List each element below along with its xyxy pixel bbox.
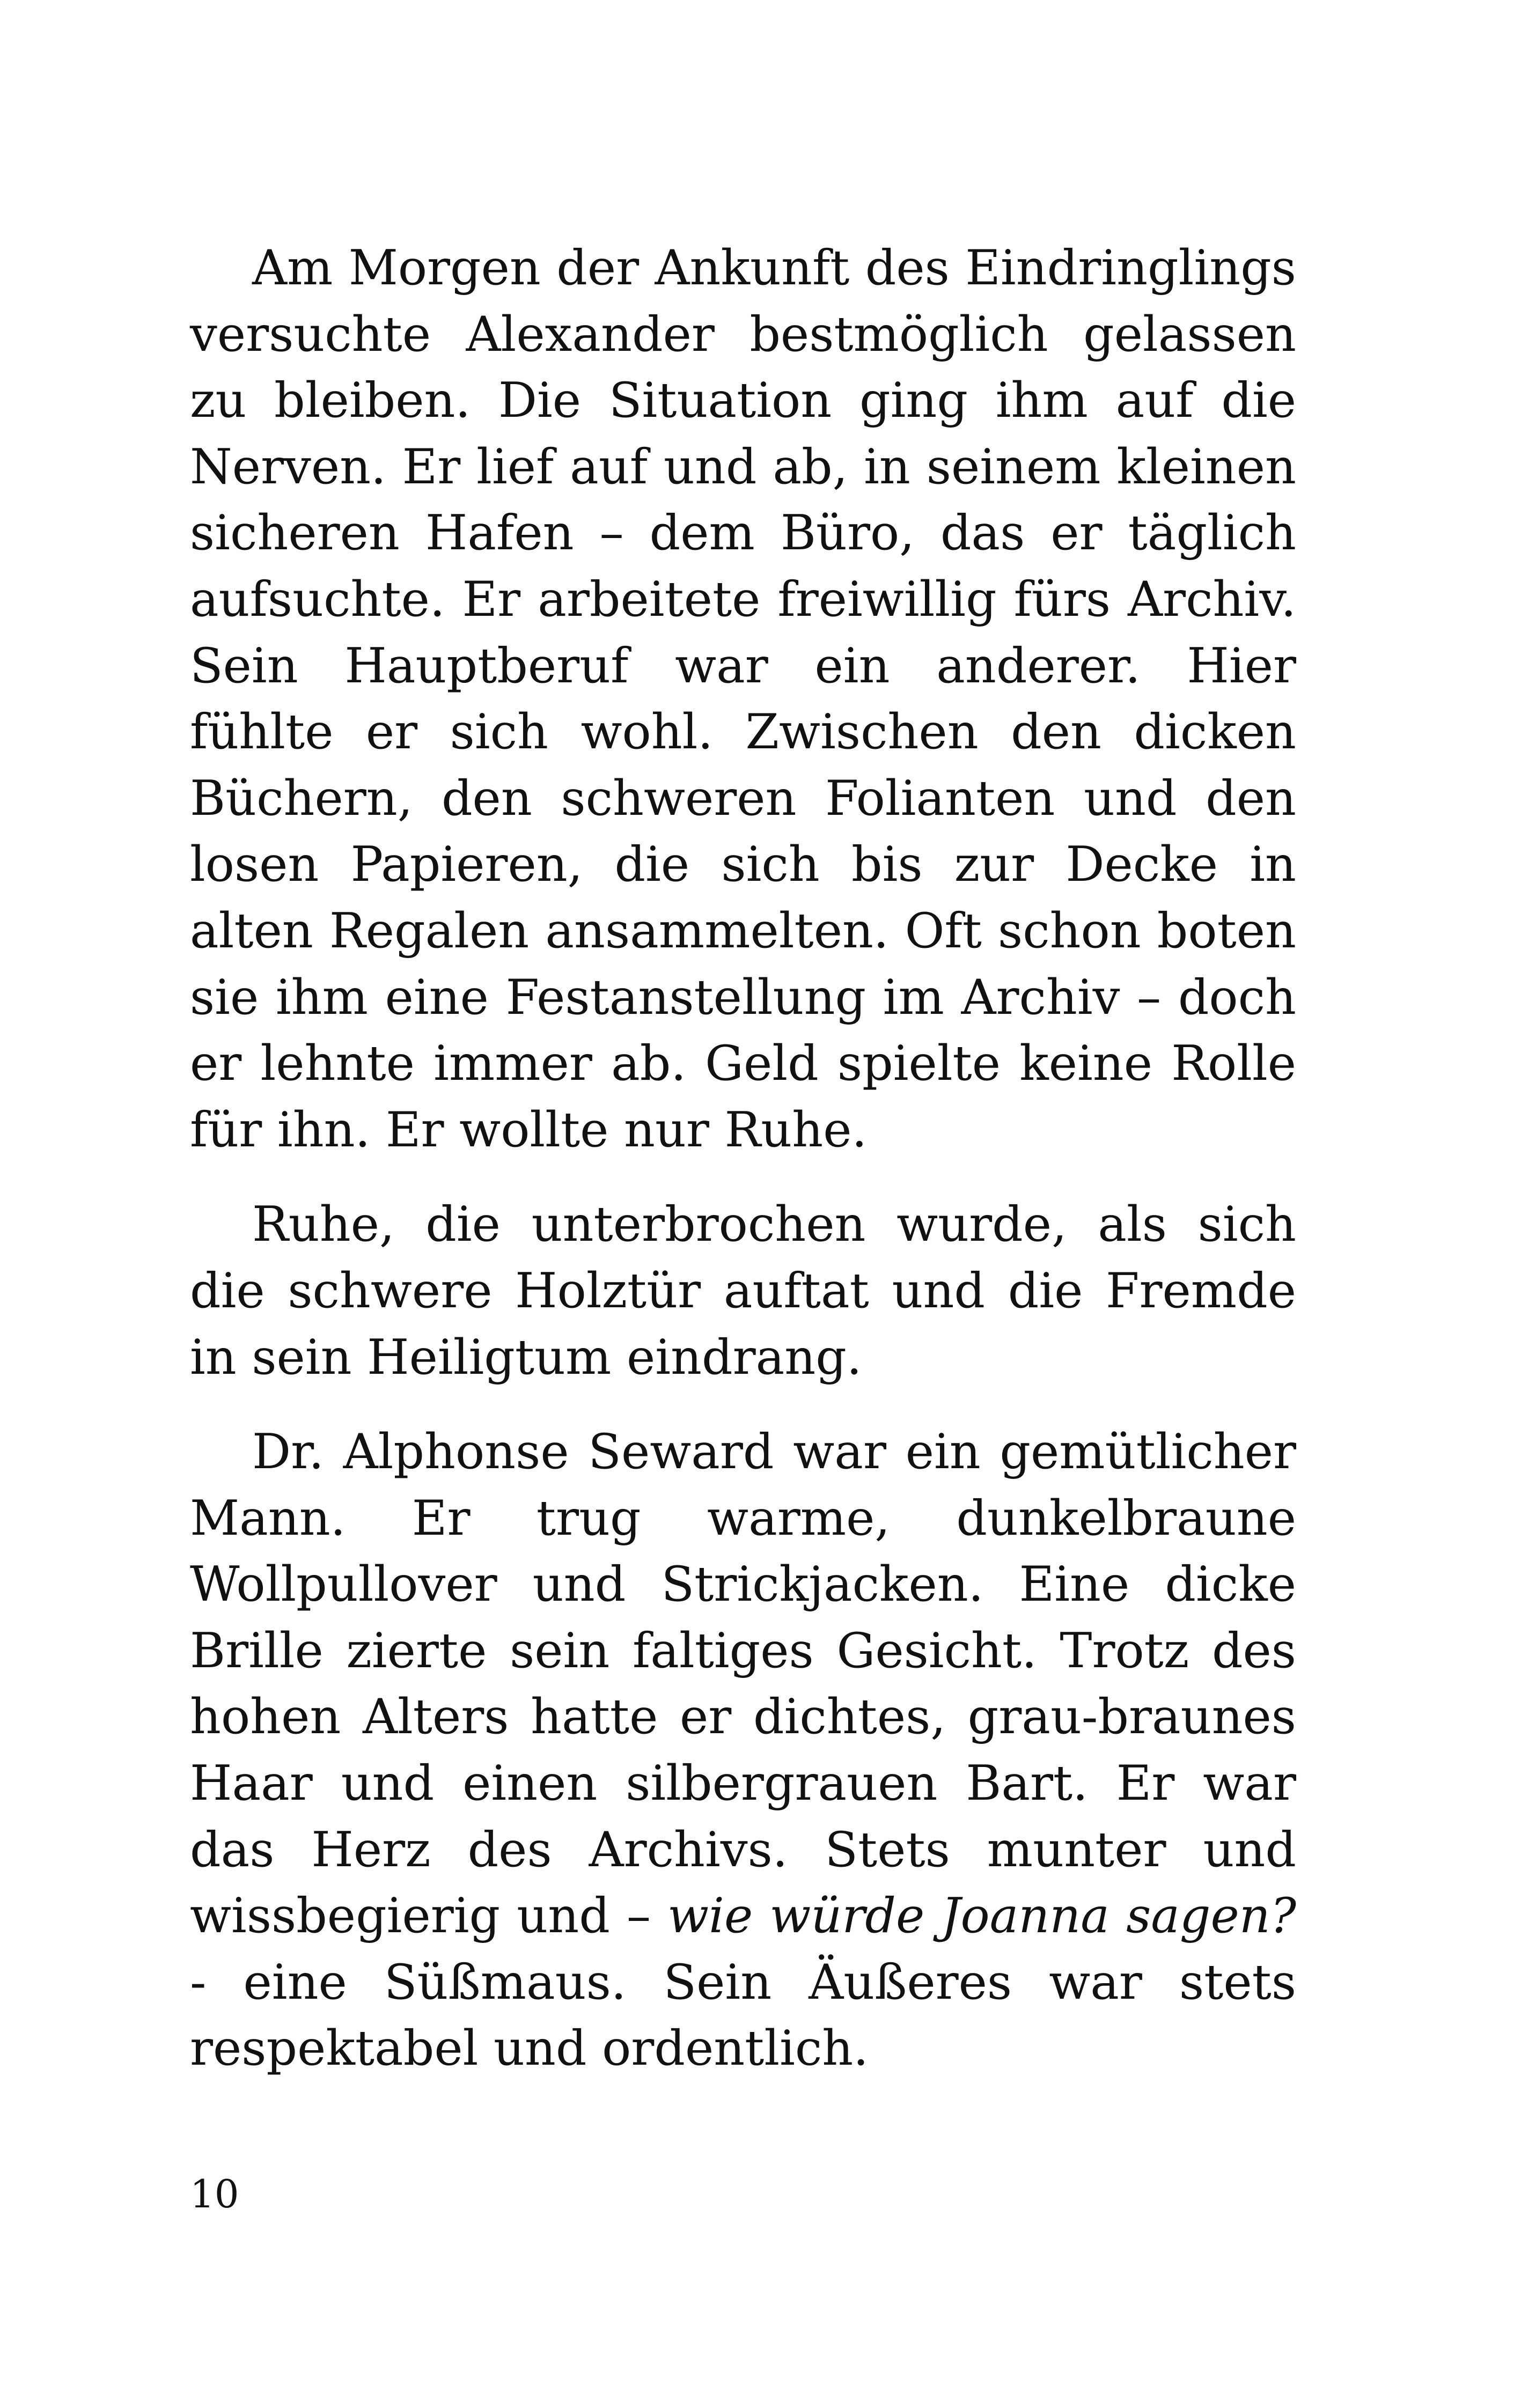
italic-aside: wie würde Joanna sagen? (667, 1888, 1297, 1945)
paragraph-1: Am Morgen der Ankunft des Eindringlings versuchte Alexander bestmöglich gelassen zu bleiben. Die Situation ging ihm auf die Nerven. Er lief auf und ab, in seinem kleinen sicheren Hafen – dem Büro, das er täglich aufsuchte. Er arbeitete freiwillig fürs Archiv. Sein Hauptberuf war ein anderer. Hier fühlte er sich wohl. Zwischen den dicken Büchern, den schweren Folianten und den losen Papieren, die sich bis zur Decke in alten Regalen ansammelten. Oft schon boten sie ihm eine Festanstellung im Archiv – doch er lehnte immer ab. Geld spielte keine Rolle für ihn. Er wollte nur Ruhe. (190, 240, 1296, 1158)
page-number: 10 (190, 2171, 239, 2216)
paragraph-3-text-end: - eine Süßmaus. Sein Äußeres war stets respektabel und ordentlich. (190, 1954, 1296, 2077)
paragraph-2: Ruhe, die unterbrochen wurde, als sich die schwere Holztür auftat und die Fremde in sein Heiligtum eindrang. (190, 1196, 1296, 1386)
paragraph-3-text-start: Dr. Alphonse Seward war ein gemütlicher Mann. Er trug warme, dunkelbraune Wollpullover und Strickjacken. Eine dicke Brille zierte sein faltiges Gesicht. Trotz des hohen Alters hatte er dichtes, grau-braunes Haar und einen silbergrauen Bart. Er war das Herz des Archivs. Stets munter und wissbegierig und – (190, 1424, 1296, 1945)
body-text (190, 235, 1296, 2082)
paragraph-3 (190, 1419, 1296, 2082)
